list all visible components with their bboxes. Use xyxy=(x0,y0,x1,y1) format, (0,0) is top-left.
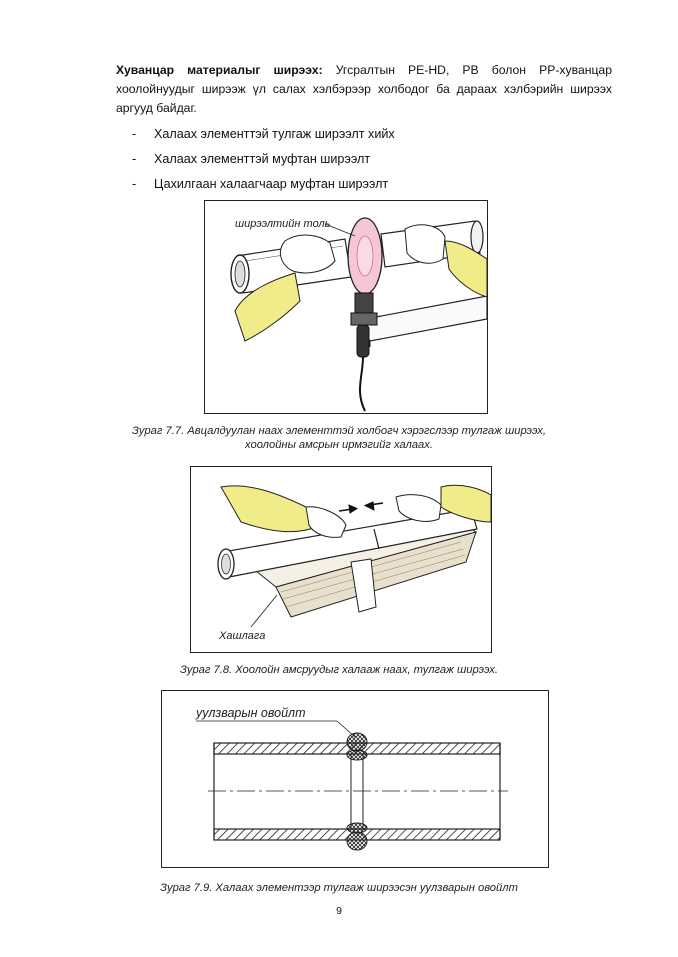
figure-label: ширээлтийн толь xyxy=(235,218,331,230)
intro-heading: Хуванцар материалыг ширээх: xyxy=(116,63,323,77)
figure-caption: Зураг 7.8. Хоолойн амсруудыг халааж наах, тулгаж ширээх. xyxy=(179,664,499,676)
list-item: - Халаах элементтэй тулгаж ширээлт хийх xyxy=(132,124,395,149)
figure-7-8 xyxy=(190,466,492,653)
figure-caption: Зураг 7.9. Халаах элементээр тулгаж ширээсэн уулзварын овойлт xyxy=(160,882,518,894)
figure-7-9 xyxy=(161,690,549,868)
method-list xyxy=(132,124,395,199)
list-item: - Халаах элементтэй муфтан ширээлт xyxy=(132,149,395,174)
figure-label: Хашлага xyxy=(219,630,266,642)
caption-line: Зураг 7.7. Авцалдуулан наах элементтэй холбогч хэрэгслээр тулгаж ширээх, xyxy=(132,425,546,437)
figure-label: уулзварын овойлт xyxy=(196,706,306,720)
figure-7-7 xyxy=(204,200,488,414)
list-item: - Цахилгаан халаагчаар муфтан ширээлт xyxy=(132,174,395,199)
page-number: 9 xyxy=(336,905,342,917)
intro-paragraph xyxy=(116,61,612,118)
intro-text: Угсралтын PE-HD, PB болон PP-хуванцар хоолойнуудыг ширээж үл салах хэлбэрээр холбодог ба дараах хэлбэрийн ширээх аргууд байдаг. xyxy=(116,63,612,115)
figure-caption xyxy=(0,424,678,452)
caption-line: хоолойны амсрын ирмэгийг халаах. xyxy=(245,439,433,451)
weld-bead-illustration xyxy=(162,691,548,867)
pipe-fixture-illustration xyxy=(191,467,491,652)
pipe-heating-mirror-illustration xyxy=(205,201,487,413)
